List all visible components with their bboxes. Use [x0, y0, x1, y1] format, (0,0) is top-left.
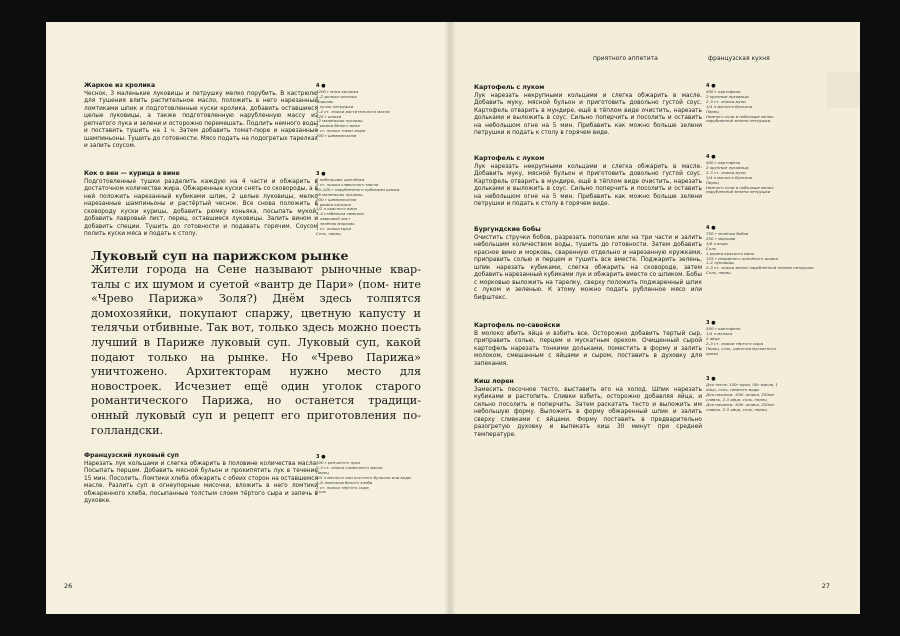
recipe-text: Замесить песочное тесто, выставить его на холод. Шпик нарезать кубиками и растопить. Сливки взбить, осторожно добавляя яйца, и сильно посолить и поперчить. Затем раскатать тесто и выложить им небольшую форму. Выложить в форму обжаренный шпик и залить сверху сливками с яйцами. Форму поставить в предварительно разогретую духовку и выпекать киш 30 минут при средней температуре.: [474, 387, 702, 438]
story-title: Луковый суп на парижском рынке: [91, 248, 349, 263]
ingredient: 1 пучок петрушки: [316, 103, 354, 109]
ingredients-coq-au-vin: [316, 171, 408, 237]
story-line: онный луковый суп и рецепт его приготовления: [91, 408, 397, 422]
ingredient: Перец: [316, 469, 329, 475]
ingredient: 1200 г мяса кролика: [316, 89, 359, 94]
recipe-title: Бургундские бобы: [474, 226, 541, 233]
story-line: домохозяйки, покупают спаржу, цветную капусту: [91, 306, 406, 320]
ingredient: 12 маленьких луковиц: [316, 118, 363, 124]
servings: 3 ●: [316, 454, 326, 460]
book-gutter: [444, 22, 456, 614]
story-line: поесть лучший в Париже луковый суп. Луковый: [91, 321, 421, 349]
ingredient: 2 крупные луковицы: [706, 164, 749, 170]
servings: 3 ●: [316, 171, 326, 177]
ingredients-savoy-potatoes: [706, 320, 788, 356]
recipe-text: В молоко вбить яйца и взбить все. Осторожно добавить тертый сыр, приправить солью, перцем и мускатным орехом. Очищенный сырой картофель нарезать тонкими дольками, поместить в форму и залить молоком, смешанным с яйцами и сыром, поставить в духовку для запекания.: [474, 331, 702, 367]
ingredient: 1/4 л мясного бульона: [706, 174, 753, 180]
ingredient: 50–100 г нарубленного кубиками шпика: [316, 186, 400, 192]
ingredient: Перец: [706, 179, 719, 185]
recipe-savoy-potatoes: [474, 322, 702, 368]
servings: 4 ●: [706, 83, 716, 89]
ingredient: 2–3 ст. ложки сливочного масла: [316, 464, 383, 470]
recipe-onion-soup: [84, 452, 318, 506]
ingredient: 2 ст. ложки тёртого сыра: [316, 484, 369, 490]
story-line: Жители города на Сене называют рыночные квар-: [91, 263, 421, 276]
ingredient: 2–3 ст. ложки муки: [706, 169, 746, 175]
recipe-text: Лук нарезать некрупными кольцами и слегка обжарить в масле. Добавить муку, мясной бульон и приготовить довольно густой соус. Картофель отварить в мундире, ещё в тёплом виде очистить, нарезать дольками и выложить в соус. Сильно поперчить и посолить и оставить на небольшом огне на 5 мин. Прибавить как можно больше зелени петрушки и подать к столу в горячем виде.: [474, 164, 702, 208]
recipe-title: Жаркое из кролика: [84, 82, 156, 89]
ingredients-quiche-lorraine: [706, 376, 788, 412]
ingredient: 1 ст. ложка муки: [316, 226, 352, 232]
recipe-text: Лук нарезать некрупными кольцами и слегка обжарить в масле. Добавить муку, мясной бульон и приготовить довольно густой соус. Картофель отварить в мундире, ещё в тёплом виде очистить, нарезать дольками и выложить в соус. Сильно поперчить и посолить и оставить на небольшом огне на 5 мин. Прибавить как можно больше зелени петрушки и подать к столу в горячем виде.: [474, 93, 702, 137]
ingredients-rabbit: [316, 83, 408, 139]
ingredient: Немного соли и побольше мелко нарубленной зелени петрушки: [706, 113, 774, 124]
recipe-title: Киш лорен: [474, 378, 514, 385]
ingredient: 500 г картофеля: [706, 160, 741, 165]
running-header-right: французская кухня: [708, 55, 770, 62]
bowl-icon: ●: [321, 454, 326, 460]
story-line: талы с их шумом и суетой «вантр де Пари» (пом-: [91, 277, 390, 291]
page-number: 27: [821, 582, 830, 590]
ingredient: 1/4 л мясного бульона: [706, 103, 753, 109]
ingredient: 1 рюмка красного вина: [706, 250, 755, 256]
ingredient-list: [316, 90, 408, 139]
ingredient: 500 г картофеля: [706, 326, 741, 331]
ingredient: 1–2 дольки чеснока: [316, 93, 357, 99]
ingredient: 2 ст. ложки томат-пюре: [316, 128, 366, 134]
story-line: ните «Чрево Парижа» Золя?) Днём здесь толпятся: [91, 277, 421, 306]
ingredient-list: [316, 460, 411, 495]
bowl-icon: ●: [711, 225, 716, 231]
ingredient-list: [706, 231, 814, 276]
ingredient: 250 г моркови: [706, 235, 736, 241]
recipe-title: Картофель с луком: [474, 155, 545, 162]
ingredient: 16 маленьких луковиц: [316, 191, 363, 197]
ingredient-list: [706, 383, 788, 412]
recipe-rabbit: [84, 82, 318, 151]
ingredient: Соль, перец: [316, 230, 341, 236]
ingredient-list: [706, 161, 788, 195]
ingredient: 2 крупные луковицы: [706, 93, 749, 99]
ingredient-list: [706, 90, 788, 124]
left-page: [46, 22, 450, 614]
ingredient: 500 г репчатого лука: [316, 460, 360, 465]
right-page: [450, 22, 860, 614]
ingredient: Морковь: [316, 98, 334, 104]
ingredient: 2–3 ст. ложки мелко нарубленной зелени петрушки: [706, 265, 814, 271]
ingredient: Для теста: 150г муки, 50г масла, 1 яйцо, соль, немного воды: [706, 382, 778, 392]
bowl-icon: ●: [711, 83, 716, 89]
ingredients-onion-soup: [316, 454, 411, 495]
ingredient: 3–4 ст. ложки растительного масла: [316, 108, 390, 114]
ingredient: 4–6 ломтиков белого хлеба: [316, 479, 373, 485]
ingredient: 2–3 ст. ложки муки: [706, 98, 746, 104]
recipe-title: Кок о вен — курица в вине: [84, 170, 180, 177]
servings: 4 ●: [706, 225, 716, 231]
bowl-icon: ●: [321, 83, 326, 89]
ingredient-list: [316, 178, 408, 237]
ingredient: 500 г картофеля: [706, 89, 741, 94]
running-header-left: приятного аппетита: [593, 55, 658, 62]
ingredient: 200 г шампиньонов: [316, 133, 357, 139]
bowl-icon: ●: [711, 154, 716, 160]
bowl-icon: ●: [711, 320, 716, 326]
ingredient: Соль: [316, 489, 326, 495]
recipe-text: Чеснок, 3 маленькие луковицы и петрушку мелко порубить. В кастрюлю для тушения влить растительное масло, положить в него нарезанный ломтиками шпик и подготовленные куски кролика, добавить оставшиеся целые луковицы, а также подготовленную нарубленную массу из репчатого лука и зелени и осторожно перемешать. Подлить немного воды и поставить тушить на 1 ч. Затем добавить томат-пюре и нарезанные шампиньоны. Тушить до готовности. Мясо подать на подогретых тарелках и залить соусом.: [84, 91, 318, 150]
recipe-title: Картофель с луком: [474, 84, 545, 91]
page-number: 26: [64, 582, 73, 590]
ingredient: Немного соли и побольше мелко нарубленной зелени петрушки: [706, 184, 774, 195]
ingredient: 3/4 л мясного или костного бульона или воды: [316, 474, 411, 480]
ingredient: 1–2 луковицы: [706, 260, 735, 266]
story-line: и телячьи отбивные. Так вот, только здесь можно: [91, 306, 422, 335]
bowl-icon: ●: [321, 171, 326, 177]
ingredient: Соль: [706, 245, 716, 251]
recipe-title: Французский луковый суп: [84, 452, 179, 459]
ingredient: 125 г нежирного копчёного шпика: [706, 255, 778, 261]
ingredient: 3–4 стебелька тимьяна: [316, 211, 364, 217]
ingredient: Для начинки: 100г шпика, 250мл сливок, 2-3 яйца, соль, перец: [706, 391, 775, 402]
ingredient: Для начинки: 100г шпика, 250мл сливок, 2-3 яйца, соль, перец: [706, 401, 775, 412]
ingredient: Перец: [706, 108, 719, 114]
servings: 3 ●: [706, 376, 716, 382]
ingredient: 2 рюмки белого вина: [316, 123, 360, 129]
ingredient: 1/8 л воды: [706, 240, 728, 246]
story-line: по-голландски.: [91, 408, 421, 437]
recipe-burgundy-beans: [474, 226, 702, 302]
onion-soup-story: [91, 248, 421, 438]
recipe-text: Подготовленные тушки разделить каждую на 4 части и обжарить в достаточном количестве жира. Обжаренные куски снять со сковороды, а в ней положить нарезанный кубиками шпик, 2 целые луковицы, мелко нарезанные шампиньоны и растёртый чеснок. Все снова положить в сковороду куски курицы, добавить рюмку коньяка, посыпать мукой, добавить лавровый лист, перец, оставшиеся луковицы. Залить вином и добавить специи. Тушить до готовности и подавать горячим. Соусом полить куски мяса и подать к столу.: [84, 179, 318, 238]
servings: 3 ●: [706, 320, 716, 326]
ingredient: 1/2 л красного вина: [316, 206, 357, 212]
story-line: Парижа» уничтожено. Архитекторам нужно место: [91, 350, 421, 379]
story-line: романтического Парижа, но останется традици-: [91, 394, 421, 408]
ingredient: 750 г зелёных бобов: [706, 231, 749, 236]
servings: 4 ●: [316, 83, 326, 89]
ingredient: 125 г шпика: [316, 113, 342, 119]
recipe-quiche-lorraine: [474, 378, 702, 439]
ingredient-list: [706, 327, 788, 356]
recipe-potato-onion-1: [474, 84, 702, 138]
ingredients-potato-onion-2: [706, 154, 788, 195]
story-line: суп, какой подают только на рынке. Но «Чрево: [91, 335, 421, 364]
story-text: [91, 263, 421, 438]
ingredient: Перец, соль, щепотка мускатного ореха: [706, 345, 777, 356]
servings: 4 ●: [706, 154, 716, 160]
ingredient: 1 лавровый лист: [316, 216, 351, 222]
recipe-text: Нарезать лук кольцами и слегка обжарить в половине количества масла. Посыпать перцем. Добавить мясной бульон и прокипятить лук в течение 15 мин. Посолить. Ломтики хлеба обжарить с обеих сторон на оставшемся масле. Разлить суп в огнеупорные мисочки, вложить в него ломтики обжаренного хлеба, посыпанные толстым слоем тёртого сыра и запечь в духовке.: [84, 461, 318, 505]
corner-watermark: [826, 72, 860, 108]
recipe-potato-onion-2: [474, 155, 702, 209]
ingredients-burgundy-beans: [706, 225, 814, 276]
ingredient: 1 рюмка коньяка: [316, 201, 352, 207]
story-line: для новостроек. Исчезнет ещё один уголок старого: [91, 365, 422, 393]
recipe-title: Картофель по-савойски: [474, 322, 561, 329]
ingredient: 2 небольших цыплёнка: [316, 177, 365, 182]
bowl-icon: ●: [711, 376, 716, 382]
ingredient: 2–3 ст. ложки тёртого сыра: [706, 340, 764, 346]
ingredient: 200 г шампиньонов: [316, 196, 357, 202]
ingredient: 1/4 л молока: [706, 330, 733, 336]
ingredient: 2 яйца: [706, 335, 720, 341]
recipe-coq-au-vin: [84, 170, 318, 239]
ingredient: 3 ст. ложки сливочного масла: [316, 181, 379, 187]
ingredient: Соль, перец: [706, 270, 731, 276]
ingredient: 1 зелёная морковь: [316, 221, 355, 227]
ingredients-potato-onion-1: [706, 83, 788, 124]
recipe-text: Очистить стручки бобов, разрезать пополам или на три части и залить небольшим количеством воды, тушить до готовности. Затем добавить красное вино и морковь, сваренную отдельно и нарезанную кружками, приправить солью и перцем и тушить все вместе. Поджарить зелень, шпик нарезать кубиками, слегка обжарить на сковороде, затем добавить нарезанный кубиками лук и обжарить вместе со шпиком. Бобы с морковью выложить на тарелку, сверху положить поджаренный шпик с луком и зеленью. К этому можно подать рубленное мясо или бифштекс.: [474, 235, 702, 301]
